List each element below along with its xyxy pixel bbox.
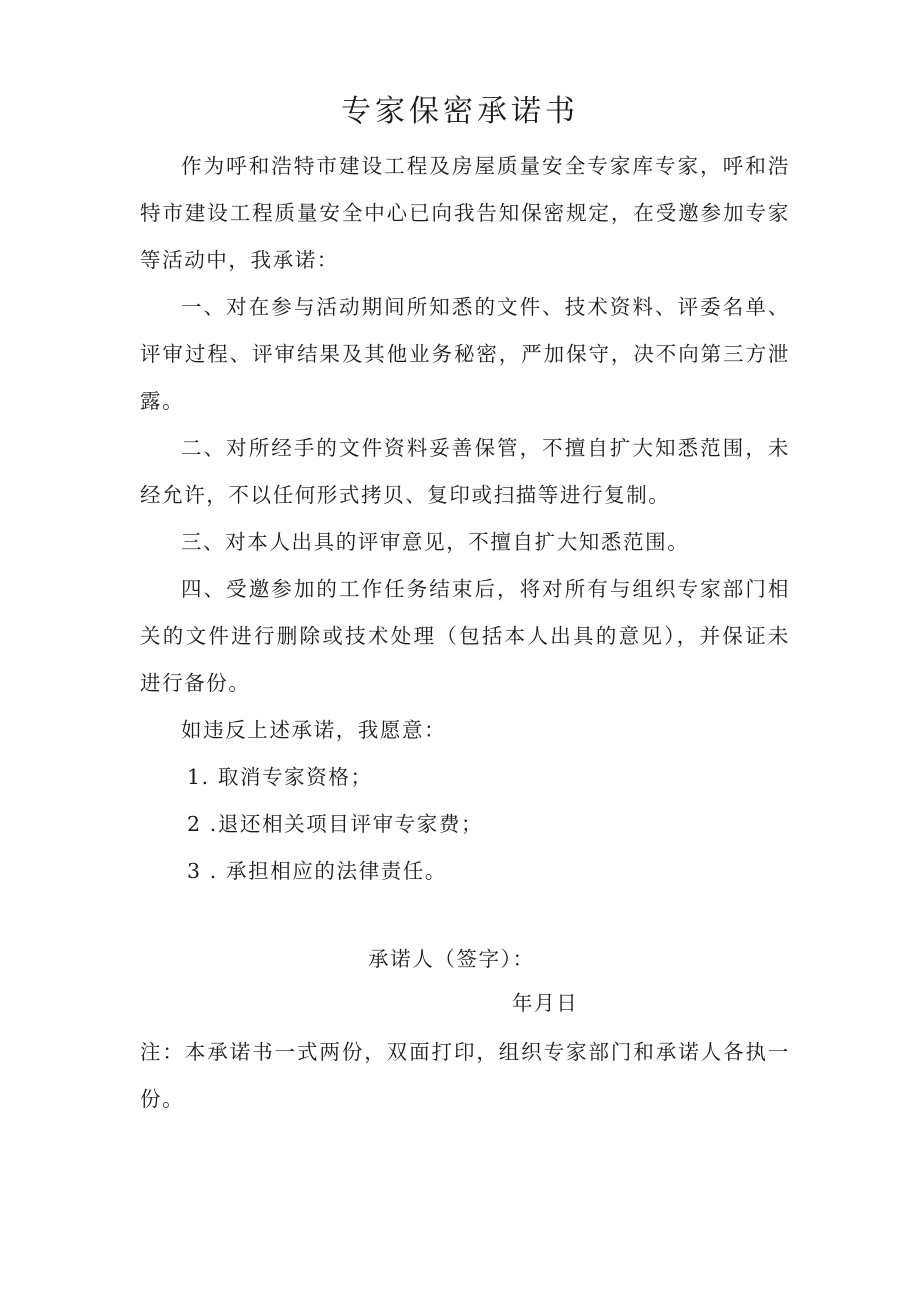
document-body (140, 143, 790, 895)
consequence-3: 3 . 承担相应的法律责任。 (187, 859, 447, 883)
signature-label: 承诺人（签字）： (368, 947, 535, 971)
clause-2: 二、对所经手的文件资料妥善保管，不擅自扩大知悉范围，未经允许，不以任何形式拷贝、复印或扫描等进行复制。 (140, 436, 790, 507)
clause-4: 四、受邀参加的工作任务结束后，将对所有与组织专家部门相关的文件进行删除或技术处理（包括本人出具的意见），并保证未进行备份。 (140, 577, 790, 695)
intro-paragraph: 作为呼和浩特市建设工程及房屋质量安全专家库专家，呼和浩特市建设工程质量安全中心已向我告知保密规定，在受邀参加专家等活动中，我承诺： (140, 154, 790, 272)
consequence-1: 1. 取消专家资格； (187, 765, 373, 789)
document-title: 专家保密承诺书 (341, 94, 579, 129)
footnote (140, 1029, 790, 1123)
footnote-text: 注：本承诺书一式两份，双面打印，组织专家部门和承诺人各执一份。 (140, 1040, 790, 1111)
date-label: 年月日 (512, 991, 579, 1015)
clause-1: 一、对在参与活动期间所知悉的文件、技术资料、评委名单、评审过程、评审结果及其他业务秘密，严加保守，决不向第三方泄露。 (140, 295, 790, 413)
consequence-2: 2 .退还相关项目评审专家费； (187, 812, 484, 836)
violation-intro: 如违反上述承诺，我愿意： (181, 718, 447, 742)
clause-3: 三、对本人出具的评审意见，不擅自扩大知悉范围。 (181, 530, 690, 554)
